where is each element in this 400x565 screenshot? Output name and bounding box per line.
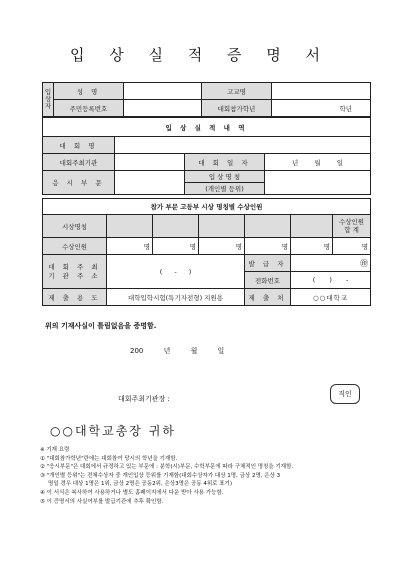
submit-label: 제 출 처 xyxy=(245,289,291,306)
issue-date: 200 년 월 일 xyxy=(130,347,225,355)
winners-count-1[interactable] xyxy=(107,238,153,255)
recipient-table xyxy=(42,82,371,117)
name-label: 성 명 xyxy=(54,83,124,100)
recipient-section-label: 입상자 xyxy=(43,83,54,117)
issuer-field[interactable] xyxy=(291,255,371,272)
award-table xyxy=(42,117,371,195)
confirm-text: 위의 기재사실이 틀림없음을 증명함. xyxy=(45,322,157,330)
date-field[interactable]: 년 월 일 xyxy=(265,154,371,171)
grade-field[interactable] xyxy=(272,100,371,117)
award-name-sub: (개인별 등위) xyxy=(185,183,265,195)
notes-list xyxy=(40,446,380,506)
note-item: ※ 기재 요령 xyxy=(40,447,70,453)
submit-field: ○○대학교 xyxy=(291,289,371,306)
date-label: 대 회 일 자 xyxy=(185,154,265,171)
issuer-label: 발 급 자 xyxy=(245,255,291,272)
unit-label: 명 xyxy=(323,242,330,251)
unit-label: 명 xyxy=(235,242,242,251)
category-label: 응 시 부 문 xyxy=(43,171,115,195)
page-title: 입 상 실 적 증 명 서 xyxy=(69,46,331,64)
winners-count-4[interactable] xyxy=(245,238,291,255)
phone-label: 전화번호 xyxy=(245,272,291,289)
counts-table xyxy=(42,198,371,306)
award-col-4[interactable] xyxy=(245,215,291,238)
id-field[interactable] xyxy=(124,100,202,117)
unit-label: 명 xyxy=(143,242,150,251)
grade-label: 대회참가학년 xyxy=(202,100,272,117)
name-field[interactable] xyxy=(124,83,202,100)
note-item: ④ 이 서식은 복사하여 사용하거나 별도 홈페이지에서 다운 받아 사용 가능함. xyxy=(40,489,224,496)
organizer-label: 대회주최기관 xyxy=(43,154,115,171)
award-col-1[interactable] xyxy=(107,215,153,238)
award-col-5[interactable] xyxy=(291,215,333,238)
contest-name-field[interactable] xyxy=(115,137,371,154)
category-field[interactable] xyxy=(115,171,185,195)
organizer-address-field[interactable] xyxy=(107,255,245,289)
unit-label: 명 xyxy=(361,242,369,251)
award-col-3[interactable] xyxy=(199,215,245,238)
grade-unit: 학년 xyxy=(339,104,352,113)
note-item: 명일 경우 대상 1명은 1위, 금상 2명은 공동2위, 은상3명은 공동 4위로 표기) xyxy=(48,481,233,488)
award-section-title: 입 상 실 적 내 역 xyxy=(43,118,371,137)
note-item: ③ "개인별 등위"는 전체수상자 중 개인입상 등위를 기재함(대회수상자가 대상 1명, 금상 2명, 은상 3 xyxy=(40,472,281,479)
award-name-label: 입 상 명 칭 xyxy=(185,171,265,183)
id-label: 주민등록번호 xyxy=(54,100,124,117)
addressee: ○○대학교총장 귀하 xyxy=(50,424,176,438)
winners-count-3[interactable] xyxy=(199,238,245,255)
contest-name-label: 대 회 명 xyxy=(43,137,115,154)
purpose-field: 대학입학시험(특기자전형) 지원용 xyxy=(107,289,245,306)
note-item: ⑤ 이 증명서의 사실여부를 발급기관에 추후 확인함. xyxy=(40,498,164,505)
award-col-2[interactable] xyxy=(153,215,199,238)
unit-label: 명 xyxy=(281,242,288,251)
winners-label: 수상인원 xyxy=(43,238,107,255)
note-item: ② "응시부문"은 대회에서 규정하고 있는 부문에 : 분학(시)부문, 수학부문에 따라 구체적인 명칭을 기재함. xyxy=(40,464,294,471)
signer-label: 대회주최기관장 : xyxy=(118,395,170,403)
winners-count-2[interactable] xyxy=(153,238,199,255)
note-item: ① "대회참가학년"란에는 대회참여 당시의 학년을 기재함. xyxy=(40,455,178,462)
seal-icon: ㊞ xyxy=(360,258,369,268)
organizer-field[interactable] xyxy=(115,154,185,171)
school-label: 고교명 xyxy=(202,83,272,100)
count-section-title: 참가 부문 고등부 시상 명칭별 수상인원 xyxy=(43,199,371,215)
seal-box: 직인 xyxy=(330,384,360,404)
address-paren: ( - ) xyxy=(159,267,192,276)
purpose-label: 제 출 용 도 xyxy=(43,289,107,306)
school-field[interactable] xyxy=(272,83,371,100)
award-name-field[interactable] xyxy=(265,171,371,195)
phone-field[interactable]: ( ) - xyxy=(291,272,371,289)
winners-total[interactable] xyxy=(333,238,371,255)
award-name-header: 시상명칭 xyxy=(43,215,107,238)
organizer-address-label: 대 회 주 최 기 관 주 소 xyxy=(43,255,107,289)
total-header: 수상인원 합 계 xyxy=(333,215,371,238)
winners-count-5[interactable] xyxy=(291,238,333,255)
unit-label: 명 xyxy=(189,242,196,251)
